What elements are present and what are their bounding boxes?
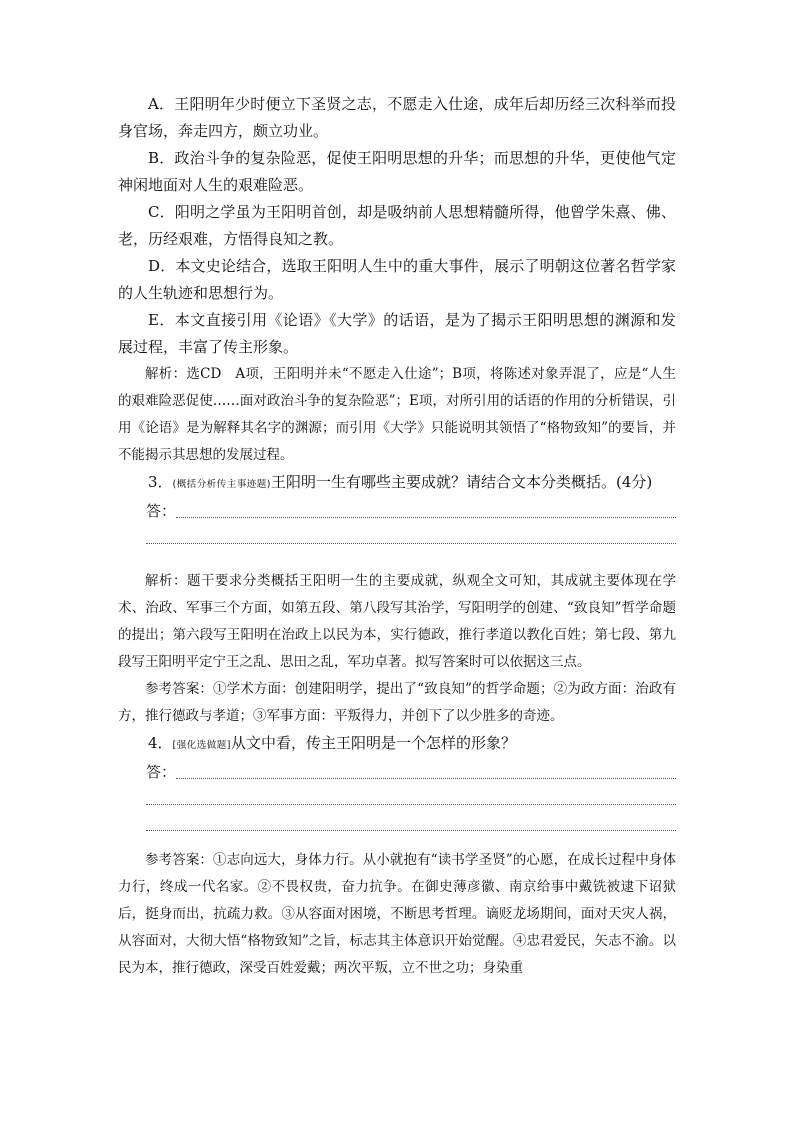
dotted-line: [146, 804, 676, 805]
option-b: B．政治斗争的复杂险恶，促使王阳明思想的升华；而思想的升华，更使他气定神闲地面对人生的艰难险恶。: [118, 149, 676, 194]
answer-line-4b[interactable]: [118, 785, 676, 811]
option-d: D．本文史论结合，选取王阳明人生中的重大事件，展示了明朝这位著名哲学家的人生轨迹和思想行为。: [118, 257, 676, 302]
answer-label: 答：: [146, 502, 177, 520]
document-page: [118, 91, 676, 982]
question-4-number: 4．: [148, 734, 173, 752]
dotted-line: [146, 830, 676, 831]
dotted-line: [146, 543, 676, 544]
answer-line-3a[interactable]: [118, 498, 676, 524]
option-a: A．王阳明年少时便立下圣贤之志，不愿走入仕途，成年后却历经三次科举而投身官场，奔走四方，颇立功业。: [118, 95, 676, 140]
question-3-text: 王阳明一生有哪些主要成就？请结合文本分类概括。(4分): [270, 473, 653, 491]
answer-line-4a[interactable]: [118, 759, 676, 785]
answer-line-3b[interactable]: [118, 524, 676, 550]
question-3: [118, 469, 676, 498]
option-c: C．阳明之学虽为王阳明首创，却是吸纳前人思想精髓所得，他曾学朱熹、佛、老，历经艰难，方悟得良知之教。: [118, 203, 676, 248]
answer-line-4c[interactable]: [118, 811, 676, 837]
analysis-q2: 解析：选CD A项，王阳明并未“不愿走入仕途”；B项，将陈述对象弄混了，应是“人生的艰难险恶促使……面对政治斗争的复杂险恶”；E项，对所引用的话语的作用的分析错误，引用《论语》是为解释其名字的渊源；而引用《大学》只能说明其领悟了“格物致知”的要旨，并不能揭示其思想的发展过程。: [118, 366, 676, 463]
question-4-tag: [强化选做题]: [172, 740, 231, 751]
analysis-q3: 解析：题干要求分类概括王阳明一生的主要成就，纵观全文可知，其成就主要体现在学术、治政、军事三个方面，如第五段、第八段写其治学，写阳明学的创建、“致良知”哲学命题的提出；第六段写王阳明在治政上以民为本，实行德政，推行孝道以教化百姓；第七段、第九段写王阳明平定宁王之乱、思田之乱，军功卓著。拟写答案时可以依据这三点。: [118, 573, 676, 670]
dotted-line: [176, 517, 676, 518]
question-4-text: 从文中看，传主王阳明是一个怎样的形象？: [230, 734, 516, 752]
answer-label: 答：: [146, 763, 177, 781]
question-3-tag: (概括分析传主事迹题): [172, 479, 271, 490]
question-3-number: 3．: [148, 473, 173, 491]
reference-answer-q3: 参考答案：①学术方面：创建阳明学，提出了“致良知”的哲学命题；②为政方面：治政有方，推行德政与孝道；③军事方面：平叛得力，并创下了以少胜多的奇迹。: [118, 681, 676, 724]
option-e: E．本文直接引用《论语》《大学》的话语，是为了揭示王阳明思想的渊源和发展过程，丰富了传主形象。: [118, 311, 676, 356]
dotted-line: [176, 778, 676, 779]
reference-answer-q4: 参考答案：①志向远大，身体力行。从小就抱有“读书学圣贤”的心愿，在成长过程中身体力行，终成一代名家。②不畏权贵，奋力抗争。在御史薄彦徽、南京给事中戴铣被逮下诏狱后，挺身而出，抗疏力救。③从容面对困境，不断思考哲理。谪贬龙场期间，面对天灾人祸，从容面对，大彻大悟“格物致知”之旨，标志其主体意识开始觉醒。④忠君爱民，矢志不渝。以民为本，推行德政，深受百姓爱戴；两次平叛，立不世之功；身染重: [118, 852, 676, 976]
question-4: [118, 730, 676, 759]
